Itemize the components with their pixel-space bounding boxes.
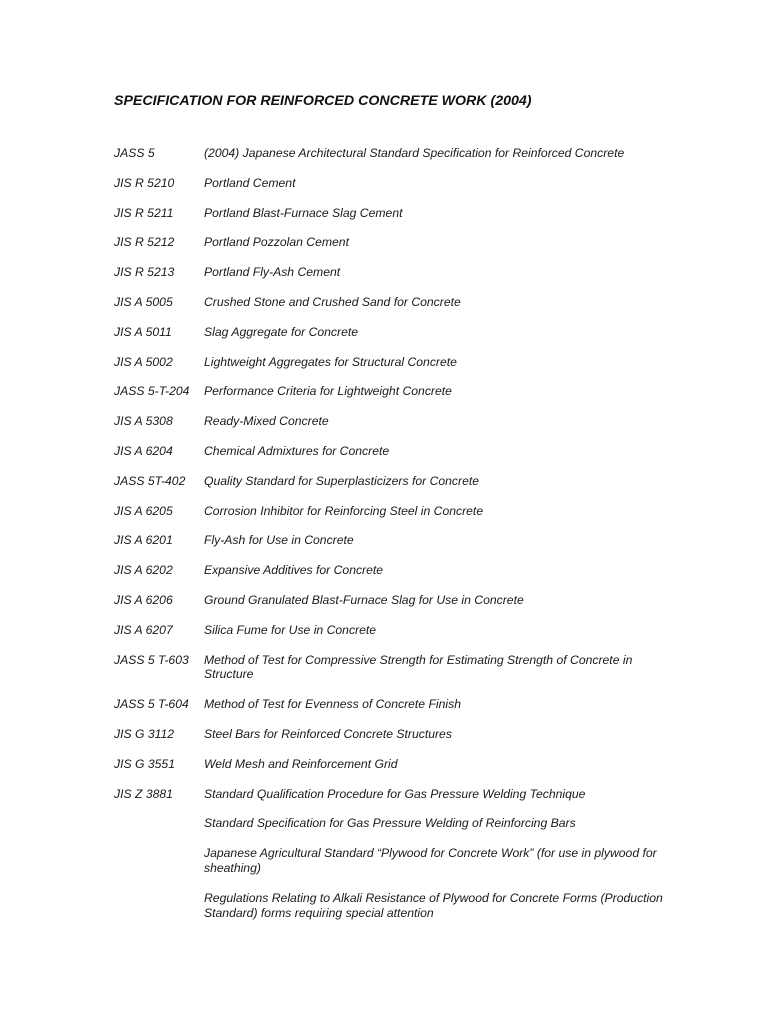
standard-entry [114,757,674,772]
standard-code: JIS A 6201 [114,533,173,548]
standard-description: Weld Mesh and Reinforcement Grid [204,756,398,771]
standard-code: JIS A 5005 [114,294,173,309]
standard-entry [114,265,674,280]
standard-code: JIS A 6202 [114,563,173,578]
standard-description: Regulations Relating to Alkali Resistance of Plywood for Concrete Forms (Production Standard) forms requiring special attention [204,890,663,920]
standard-entry [114,295,674,310]
standard-description: Portland Fly-Ash Cement [204,265,341,280]
standard-entry [114,325,674,340]
standard-description: Japanese Agricultural Standard “Plywood for Concrete Work” (for use in plywood for sheathing) [204,846,657,875]
standard-entry [114,653,674,683]
standard-description: Method of Test for Evenness of Concrete Finish [204,697,461,712]
standards-list [114,146,674,935]
standard-entry [114,593,674,608]
standard-description: Ground Granulated Blast-Furnace Slag for Use in Concrete [204,592,524,607]
standard-entry [114,235,674,250]
standard-code: JIS A 5011 [114,324,172,339]
standard-code: JIS R 5210 [114,175,175,190]
standard-description: Portland Cement [204,175,296,190]
standard-entry [114,623,674,638]
standard-description: Standard Specification for Gas Pressure Welding of Reinforcing Bars [204,816,576,831]
standard-code: JIS A 6205 [114,503,173,518]
standard-description: Crushed Stone and Crushed Sand for Concrete [204,294,461,309]
standard-code: JIS A 6204 [114,443,173,458]
standard-code: JIS Z 3881 [114,786,173,801]
standard-description: Fly-Ash for Use in Concrete [204,533,354,548]
standard-code: JASS 5 [114,146,155,160]
standard-entry [114,816,674,831]
standard-entry [114,846,674,876]
standard-entry [114,787,674,802]
standard-description: Steel Bars for Reinforced Concrete Structures [204,726,452,741]
standard-code: JIS R 5211 [114,205,174,220]
standard-entry [114,176,674,191]
standard-entry [114,355,674,370]
standard-entry [114,504,674,519]
standard-description: Performance Criteria for Lightweight Concrete [204,384,452,399]
standard-description: Portland Blast-Furnace Slag Cement [204,205,403,220]
standard-description: Lightweight Aggregates for Structural Concrete [204,354,457,369]
standard-code: JIS R 5213 [114,265,175,280]
standard-entry [114,474,674,489]
standard-description: Portland Pozzolan Cement [204,235,349,250]
standard-code: JIS A 5002 [114,354,173,369]
standard-code: JASS 5T-402 [114,473,186,488]
standard-description: (2004) Japanese Architectural Standard Specification for Reinforced Concrete [204,146,625,160]
standard-entry [114,891,674,921]
standard-entry [114,146,674,161]
standard-description: Corrosion Inhibitor for Reinforcing Steel in Concrete [204,503,484,518]
standard-entry [114,414,674,429]
standard-description: Ready-Mixed Concrete [204,414,329,429]
standard-description: Silica Fume for Use in Concrete [204,622,377,637]
standard-code: JIS R 5212 [114,235,175,250]
standard-code: JASS 5-T-204 [114,384,190,399]
standard-code: JASS 5 T-604 [114,697,189,712]
standard-code: JIS A 5308 [114,414,173,429]
standard-code: JASS 5 T-603 [114,652,189,667]
standard-entry [114,697,674,712]
standard-description: Slag Aggregate for Concrete [204,324,359,339]
standard-description: Expansive Additives for Concrete [204,563,384,578]
standard-description: Chemical Admixtures for Concrete [204,443,390,458]
standard-code: JIS A 6207 [114,622,173,637]
document-title: SPECIFICATION FOR REINFORCED CONCRETE WORK (2004) [114,93,532,109]
standard-entry [114,206,674,221]
standard-entry [114,727,674,742]
standard-entry [114,384,674,399]
standard-code: JIS G 3551 [114,756,175,771]
standard-entry [114,563,674,578]
standard-entry [114,533,674,548]
standard-description: Standard Qualification Procedure for Gas Pressure Welding Technique [204,786,586,801]
standard-code: JIS G 3112 [114,726,175,741]
standard-code: JIS A 6206 [114,592,173,607]
standard-entry [114,444,674,459]
standard-description: Quality Standard for Superplasticizers for Concrete [204,473,480,488]
standard-description: Method of Test for Compressive Strength for Estimating Strength of Concrete in Structure [204,652,633,682]
